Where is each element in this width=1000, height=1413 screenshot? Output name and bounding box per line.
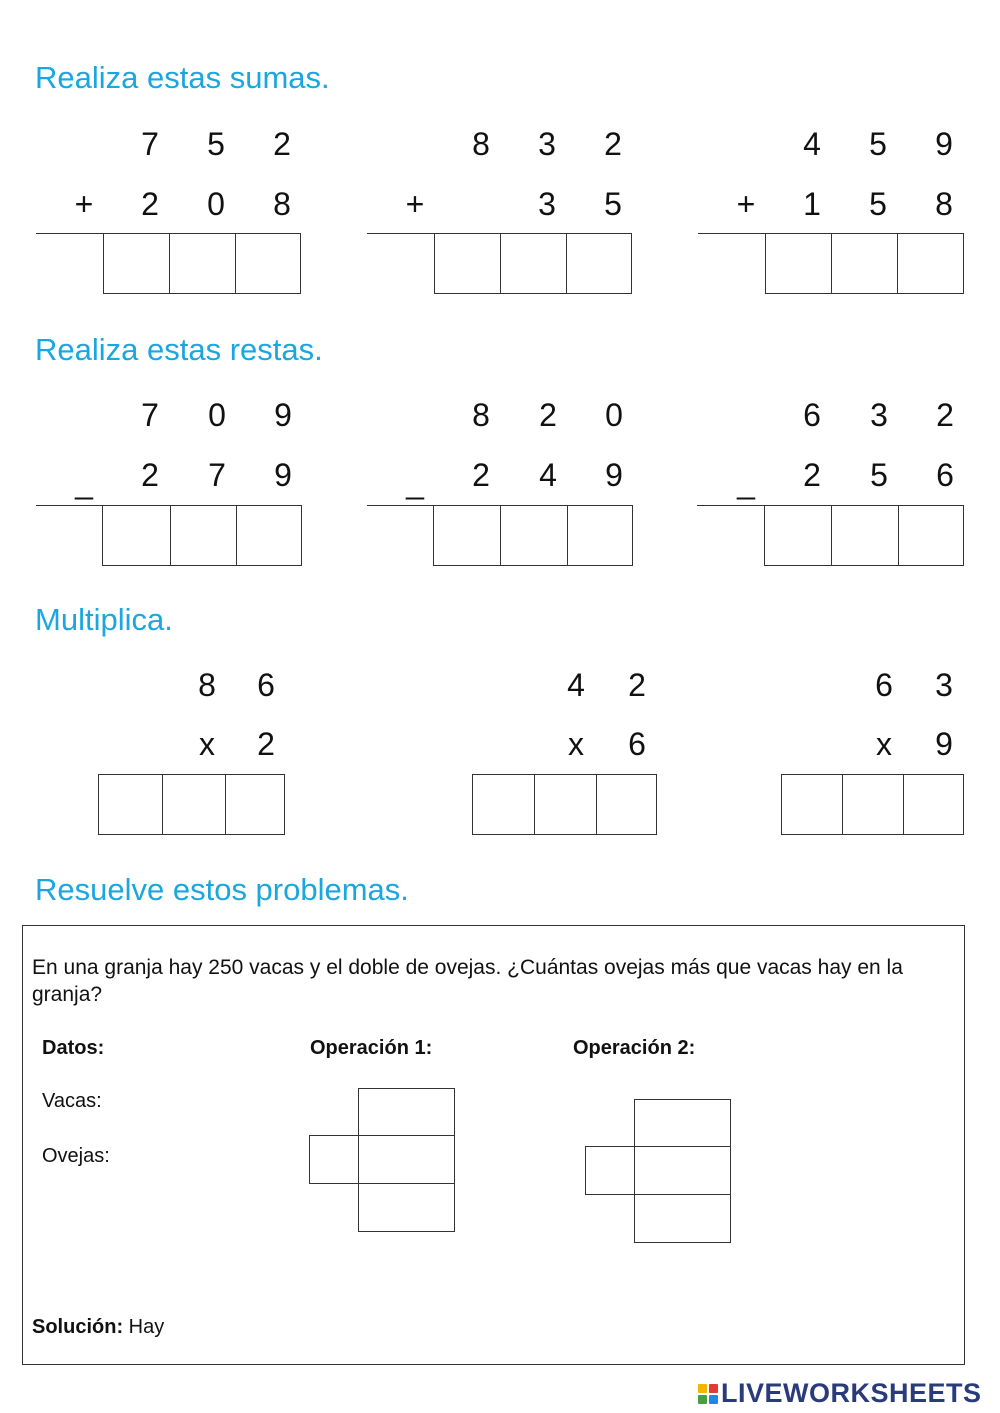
resta-1-bottom-digit: 9 [274,457,292,493]
suma-2-bottom-digit: 3 [538,186,556,222]
solucion-text: Hay [128,1316,165,1338]
mult-3-answer-box[interactable] [903,774,964,835]
problem-statement: En una granja hay 250 vacas y el doble de ovejas. ¿Cuántas ovejas más que vacas hay en la granja? [32,956,903,1006]
suma-1-top-digit: 7 [141,126,159,162]
suma-3-bottom-digit: 5 [869,186,887,222]
resta-1-answer-box[interactable] [236,505,302,566]
suma-1-top-digit: 5 [207,126,225,162]
solucion-label: Solución: [32,1316,124,1338]
resta-3-bottom-digit: 6 [936,457,954,493]
mult-2-answer-box[interactable] [472,774,535,835]
logo-square-icon [698,1384,707,1393]
datos-label: Datos: [42,1037,105,1059]
suma-3-bottom-digit: 1 [803,186,821,222]
mult-3-operator: x [876,726,892,762]
operacion-1-box-middle[interactable] [358,1135,455,1184]
suma-1-bottom-digit: 2 [141,186,159,222]
suma-1-bottom-digit: 8 [273,186,291,222]
resta-3-top-digit: 6 [803,397,821,433]
mult-3-top-digit: 6 [875,667,893,703]
suma-1-answer-box[interactable] [103,233,170,294]
resta-2-top-digit: 8 [472,397,490,433]
suma-2-bottom-digit: 5 [604,186,622,222]
resta-3-answer-box[interactable] [764,505,832,566]
mult-1-answer-box[interactable] [98,774,163,835]
suma-3-operator: + [736,186,756,222]
resta-2-top-digit: 0 [605,397,623,433]
suma-3-answer-box[interactable] [897,233,964,294]
suma-2-answer-box[interactable] [434,233,501,294]
mult-1-answer-box[interactable] [225,774,285,835]
logo-square-icon [709,1395,718,1404]
resta-1-top-digit: 9 [274,397,292,433]
mult-2-bottom-digit: 6 [628,726,646,762]
operacion-2-box-result[interactable] [634,1194,731,1243]
suma-2-top-digit: 3 [538,126,556,162]
logo-square-icon [709,1384,718,1393]
operacion-2-box-operator[interactable] [585,1146,635,1195]
liveworksheets-logo-icon [698,1384,718,1404]
mult-2-operator: x [568,726,584,762]
resta-1-bottom-digit: 7 [208,457,226,493]
suma-2-top-digit: 2 [604,126,622,162]
suma-1-top-digit: 2 [273,126,291,162]
mult-1-operator: x [199,726,215,762]
suma-3-top-digit: 9 [935,126,953,162]
liveworksheets-logo[interactable] [698,1378,982,1409]
resta-2-operator: _ [406,464,424,500]
mult-3-bottom-digit: 9 [935,726,953,762]
resta-2-answer-box[interactable] [433,505,501,566]
resta-1-operator: _ [75,464,93,500]
logo-square-icon [698,1395,707,1404]
mult-2-answer-box[interactable] [534,774,597,835]
resta-2-bottom-digit: 4 [539,457,557,493]
resta-1-bottom-digit: 2 [141,457,159,493]
resta-2-bottom-digit: 9 [605,457,623,493]
suma-3-answer-box[interactable] [765,233,832,294]
heading-problemas: Resuelve estos problemas. [35,872,409,907]
suma-1-answer-box[interactable] [235,233,301,294]
resta-3-answer-box[interactable] [898,505,964,566]
ovejas-label: Ovejas: [42,1145,110,1167]
vacas-label: Vacas: [42,1090,102,1112]
resta-2-answer-box[interactable] [567,505,633,566]
mult-2-top-digit: 4 [567,667,585,703]
suma-3-bottom-digit: 8 [935,186,953,222]
suma-1-bottom-digit: 0 [207,186,225,222]
resta-3-bottom-digit: 2 [803,457,821,493]
resta-3-answer-box[interactable] [831,505,899,566]
mult-2-top-digit: 2 [628,667,646,703]
resta-3-operator: _ [737,464,755,500]
suma-1-answer-box[interactable] [169,233,236,294]
heading-sumas: Realiza estas sumas. [35,60,330,95]
operacion-2-box-middle[interactable] [634,1146,731,1195]
operacion-1-label: Operación 1: [310,1037,433,1059]
resta-2-top-digit: 2 [539,397,557,433]
suma-3-answer-box[interactable] [831,233,898,294]
resta-3-top-digit: 3 [870,397,888,433]
mult-3-answer-box[interactable] [781,774,843,835]
resta-2-answer-box[interactable] [500,505,568,566]
suma-2-top-digit: 8 [472,126,490,162]
suma-2-operator: + [405,186,425,222]
resta-2-bottom-digit: 2 [472,457,490,493]
mult-1-answer-box[interactable] [162,774,226,835]
heading-multiplica: Multiplica. [35,602,173,637]
resta-1-answer-box[interactable] [102,505,171,566]
operacion-1-box-operator[interactable] [309,1135,359,1184]
suma-3-top-digit: 5 [869,126,887,162]
solucion-line [32,1314,164,1340]
operacion-2-box-top[interactable] [634,1099,731,1147]
suma-3-top-digit: 4 [803,126,821,162]
resta-1-answer-box[interactable] [170,505,237,566]
mult-3-top-digit: 3 [935,667,953,703]
resta-3-top-digit: 2 [936,397,954,433]
resta-1-top-digit: 0 [208,397,226,433]
operacion-1-box-top[interactable] [358,1088,455,1136]
suma-2-answer-box[interactable] [566,233,632,294]
mult-1-top-digit: 8 [198,667,216,703]
operacion-2-label: Operación 2: [573,1037,696,1059]
heading-restas: Realiza estas restas. [35,332,323,367]
operacion-1-box-result[interactable] [358,1183,455,1232]
mult-1-top-digit: 6 [257,667,275,703]
mult-3-answer-box[interactable] [842,774,904,835]
suma-1-operator: + [74,186,94,222]
resta-3-bottom-digit: 5 [870,457,888,493]
liveworksheets-logo-text: LIVEWORKSHEETS [721,1378,982,1408]
mult-1-bottom-digit: 2 [257,726,275,762]
mult-2-answer-box[interactable] [596,774,657,835]
resta-1-top-digit: 7 [141,397,159,433]
suma-2-answer-box[interactable] [500,233,567,294]
